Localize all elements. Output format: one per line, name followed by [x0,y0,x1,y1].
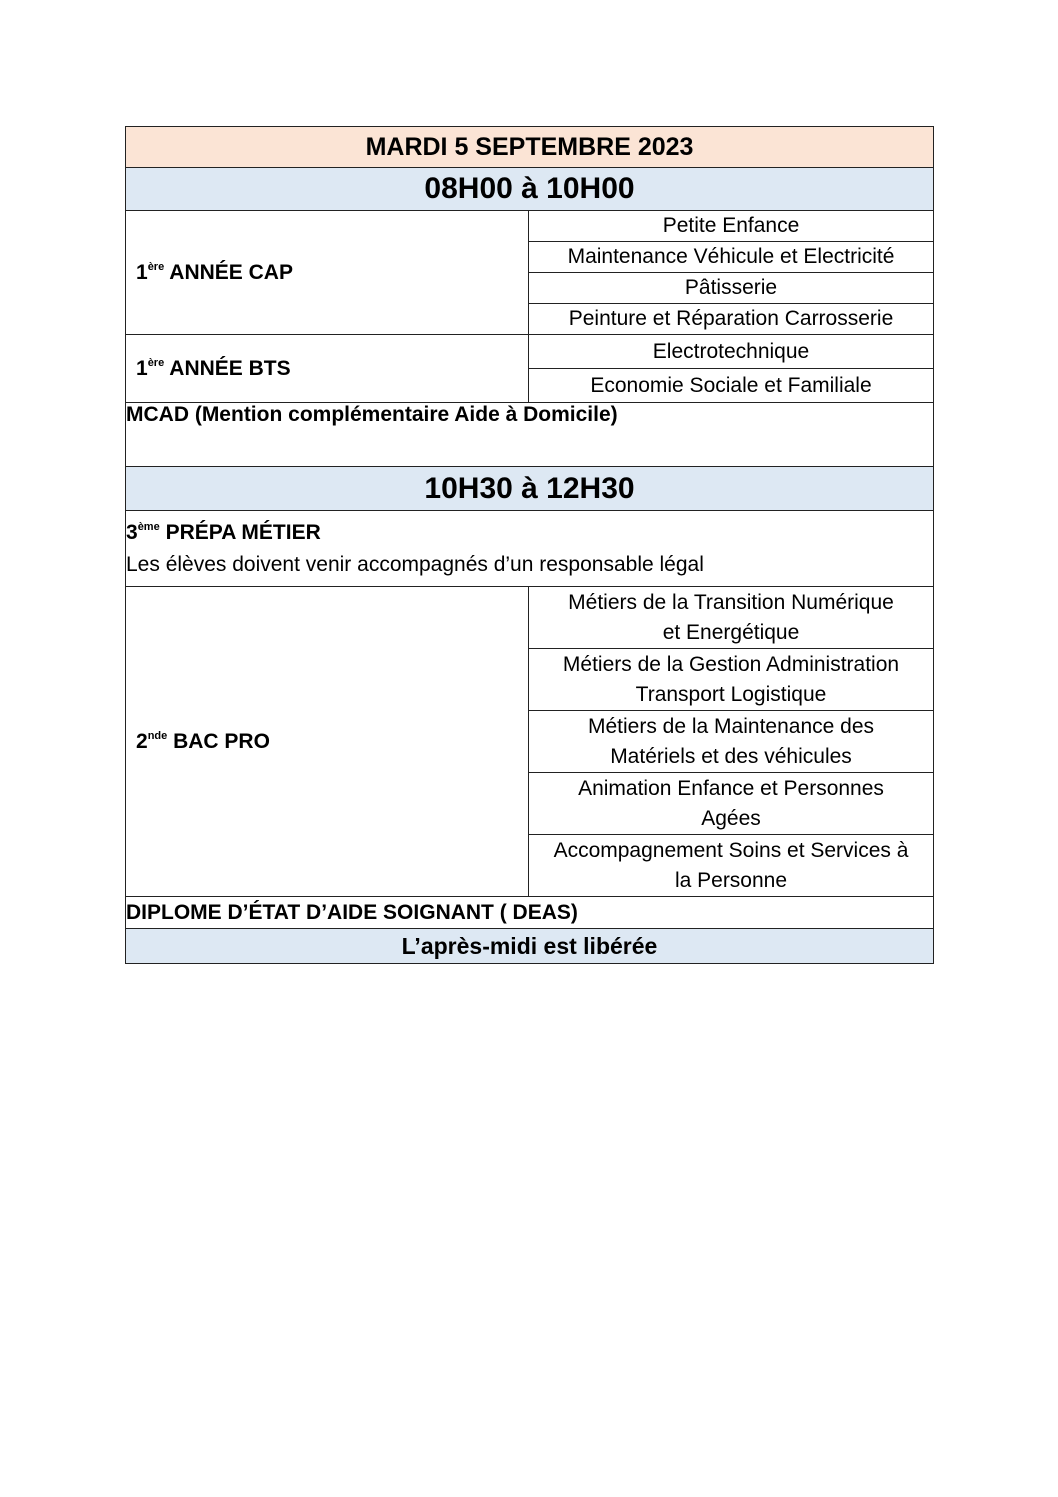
time-slot-row [126,467,934,511]
bac-item: Métiers de la Maintenance des Matériels et des véhicules [529,711,934,773]
date-heading: MARDI 5 SEPTEMBRE 2023 [126,127,934,168]
date-row [126,127,934,168]
bac-item: Accompagnement Soins et Services à la Personne [529,835,934,897]
prepa-label: 3ème PRÉPA MÉTIER [126,521,321,544]
bts-row [126,335,934,369]
bac-item: Métiers de la Gestion Administration Transport Logistique [529,649,934,711]
cap-item: Pâtisserie [529,273,934,304]
bts-item: Electrotechnique [529,335,934,369]
bac-row [126,587,934,649]
bac-item: Métiers de la Transition Numérique et Energétique [529,587,934,649]
afternoon-free-note: L’après-midi est libérée [126,929,934,964]
deas-row [126,897,934,929]
prepa-note: Les élèves doivent venir accompagnés d’un responsable légal [126,553,704,576]
cap-label: 1ère ANNÉE CAP [126,211,529,335]
prepa-row [126,511,934,587]
time-slot-2: 10H30 à 12H30 [126,467,934,511]
bts-item: Economie Sociale et Familiale [529,369,934,403]
prepa-cell [126,511,934,587]
cap-item: Petite Enfance [529,211,934,242]
footer-row [126,929,934,964]
cap-item: Peinture et Réparation Carrosserie [529,304,934,335]
bts-label: 1ère ANNÉE BTS [126,335,529,403]
mcad-label: MCAD (Mention complémentaire Aide à Domicile) [126,403,934,467]
bac-item: Animation Enfance et Personnes Agées [529,773,934,835]
time-slot-row [126,168,934,211]
deas-label: DIPLOME D’ÉTAT D’AIDE SOIGNANT ( DEAS) [126,897,934,929]
cap-row [126,211,934,242]
time-slot-1: 08H00 à 10H00 [126,168,934,211]
schedule-table [125,126,934,964]
cap-item: Maintenance Véhicule et Electricité [529,242,934,273]
mcad-row [126,403,934,467]
bac-label: 2nde BAC PRO [126,587,529,897]
